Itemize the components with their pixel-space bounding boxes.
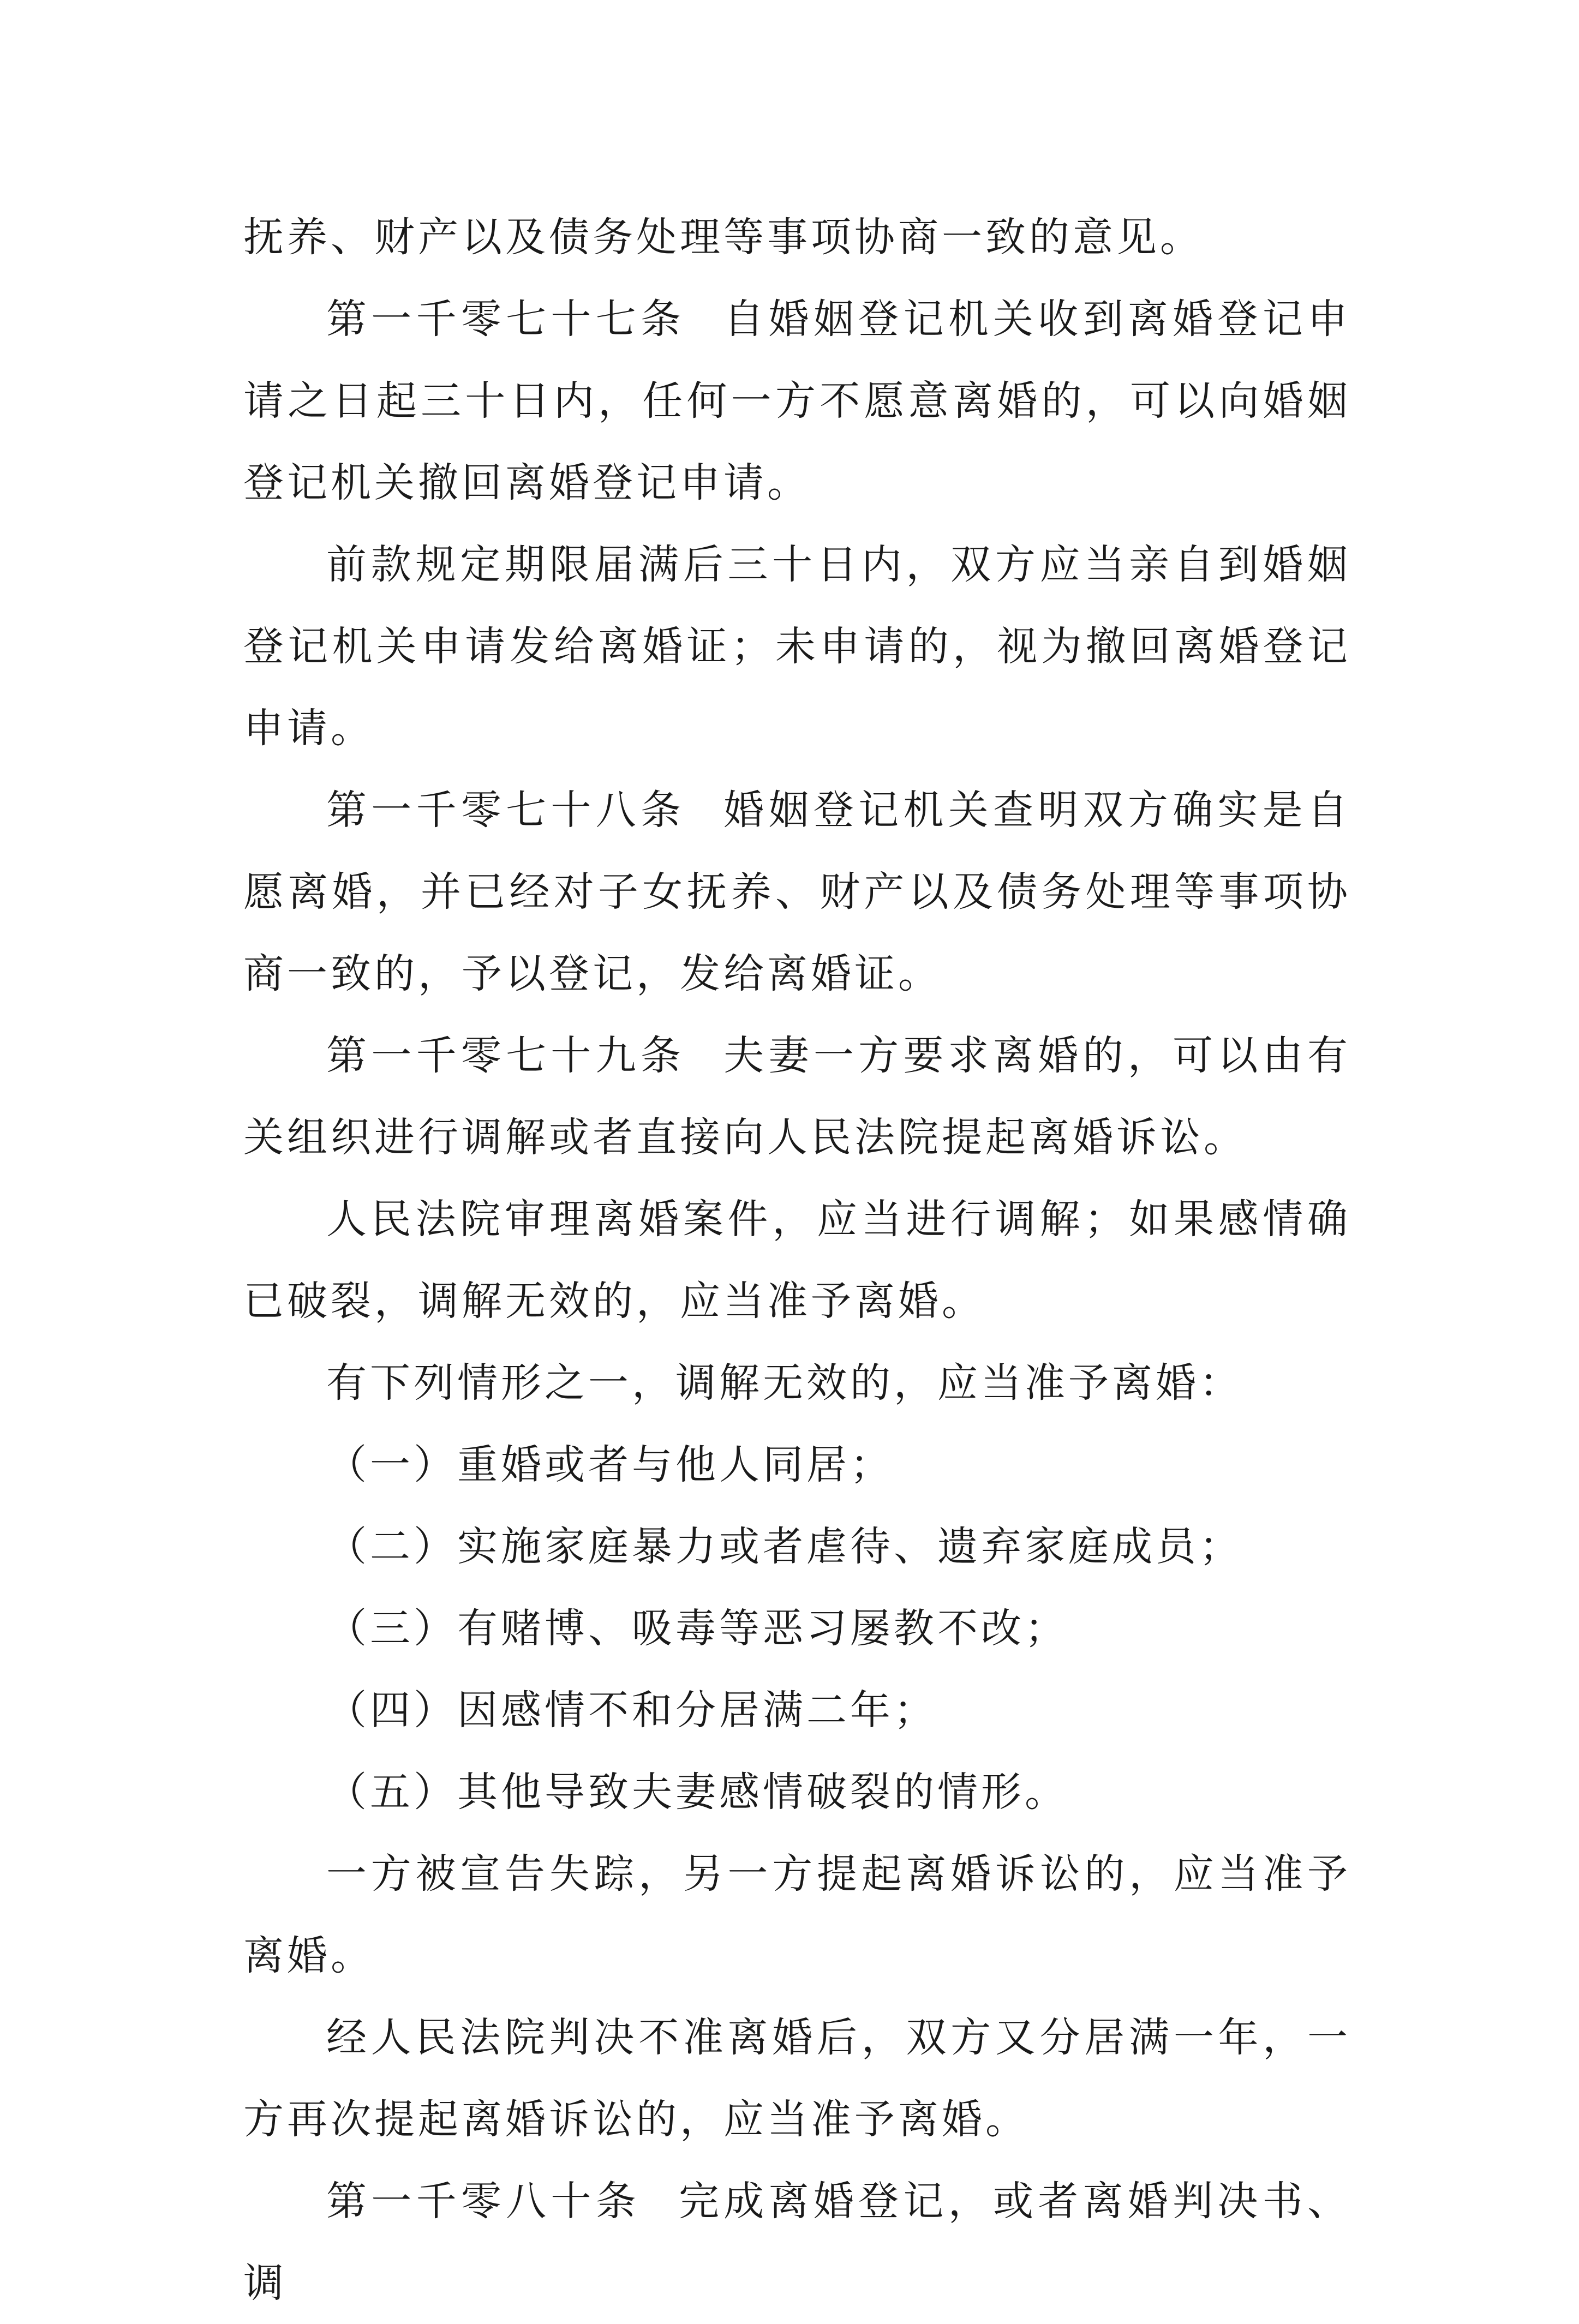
paragraph-text: 前款规定期限届满后三十日内，双方应当亲自到婚姻登记机关申请发给离婚证；未申请的，视为撤回离婚登记申请。	[243, 541, 1351, 752]
article-1077	[243, 278, 1351, 524]
list-item-text: （一）重婚或者与他人同居；	[326, 1441, 894, 1488]
article-1080	[243, 2160, 1351, 2324]
paragraph-text: 夫妻一方要求离婚的，可以由有关组织进行调解或者直接向人民法院提起离婚诉讼。	[243, 1032, 1351, 1161]
document-body	[243, 196, 1351, 2324]
article-number: 第一千零七十七条	[326, 296, 686, 343]
list-item-text: （四）因感情不和分居满二年；	[326, 1687, 937, 1734]
article-number: 第一千零八十条	[326, 2178, 641, 2225]
paragraph	[243, 196, 1351, 278]
list-item	[243, 1424, 1351, 1506]
paragraph	[243, 1833, 1351, 1997]
list-item-text: （五）其他导致夫妻感情破裂的情形。	[326, 1769, 1068, 1816]
paragraph-text: 抚养、财产以及债务处理等事项协商一致的意见。	[243, 214, 1204, 261]
paragraph-text: 人民法院审理离婚案件，应当进行调解；如果感情确已破裂，调解无效的，应当准予离婚。	[243, 1196, 1351, 1325]
paragraph-text: 自婚姻登记机关收到离婚登记申请之日起三十日内，任何一方不愿意离婚的，可以向婚姻登记机关撤回离婚登记申请。	[243, 296, 1351, 506]
list-item-text: （三）有赌博、吸毒等恶习屡教不改；	[326, 1605, 1068, 1652]
paragraph-text: 完成离婚登记，或者离婚判决书、调	[243, 2178, 1351, 2307]
article-1078	[243, 769, 1351, 1015]
paragraph	[243, 524, 1351, 769]
list-item	[243, 1669, 1351, 1751]
article-number: 第一千零七十八条	[326, 787, 686, 834]
paragraph	[243, 1342, 1351, 1424]
paragraph	[243, 1178, 1351, 1342]
list-item	[243, 1588, 1351, 1669]
article-1079	[243, 1015, 1351, 1178]
paragraph-text: 婚姻登记机关查明双方确实是自愿离婚，并已经对子女抚养、财产以及债务处理等事项协商一致的，予以登记，发给离婚证。	[243, 787, 1351, 997]
list-item-text: （二）实施家庭暴力或者虐待、遗弃家庭成员；	[326, 1523, 1243, 1570]
article-number: 第一千零七十九条	[326, 1032, 686, 1079]
paragraph-text: 经人民法院判决不准离婚后，双方又分居满一年，一方再次提起离婚诉讼的，应当准予离婚。	[243, 2014, 1351, 2143]
paragraph	[243, 1997, 1351, 2160]
list-item	[243, 1751, 1351, 1833]
paragraph-text: 有下列情形之一，调解无效的，应当准予离婚：	[326, 1359, 1243, 1406]
paragraph-text: 一方被宣告失踪，另一方提起离婚诉讼的，应当准予离婚。	[243, 1850, 1351, 1979]
list-item	[243, 1506, 1351, 1588]
